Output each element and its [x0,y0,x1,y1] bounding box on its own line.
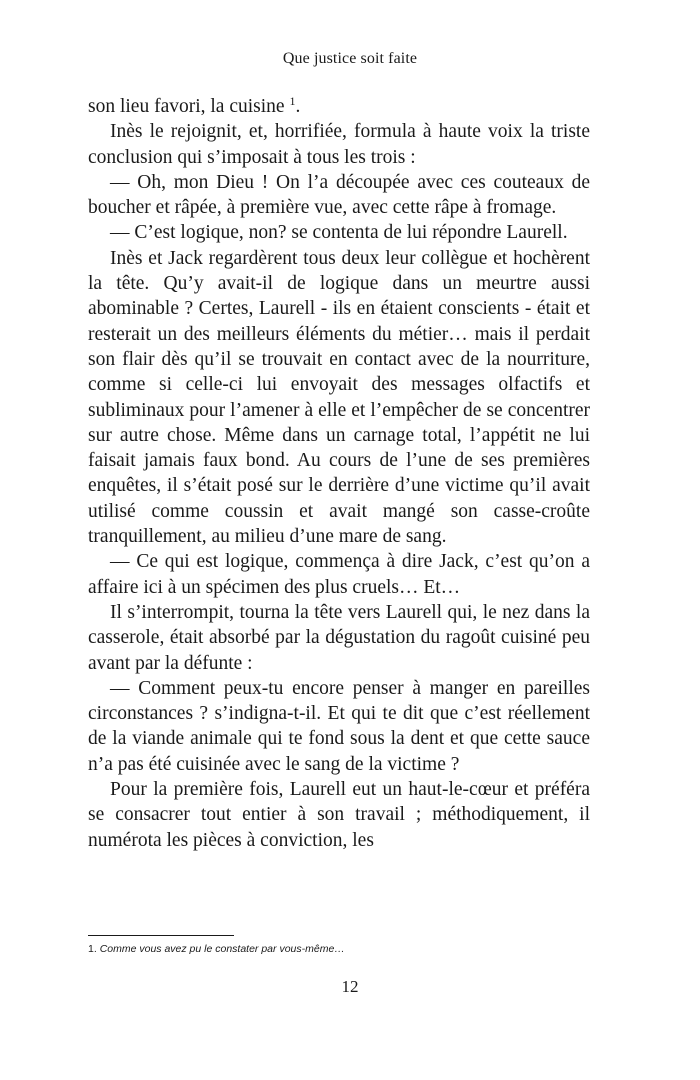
page-number: 12 [341,977,359,996]
dialogue-line: — Oh, mon Dieu ! On l’a découpée avec ces couteaux de boucher et râpée, à première vue, avec cette râpe à fromage. [88,171,590,219]
paragraph-continued [88,94,590,119]
footnote [88,942,590,956]
dialogue-line: — Comment peux-tu encore penser à manger en pareilles circonstances ? s’indigna-t-il. Et qui te dit que c’est réellement de la viande animale qui te fond sous la dent et que cette sauce n’a pas été cuisinée avec le sang de la victime ? [88,677,590,775]
paragraph-text: son lieu favori, la cuisine [88,96,290,117]
paragraph: Il s’interrompit, tourna la tête vers Laurell qui, le nez dans la casserole, était absorbé par la dégustation du ragoût cuisiné peu avant par la défunte : [88,601,590,674]
paragraph-punctuation: . [295,96,301,117]
dialogue-line: — C’est logique, non? se contenta de lui répondre Laurell. [110,222,568,244]
footnote-number: 1. [88,943,97,955]
paragraph: Inès et Jack regardèrent tous deux leur collègue et hochèrent la tête. Qu’y avait-il de logique dans un meurtre aussi abominable ? Certes, Laurell - ils en étaient conscients - était et resterait un des meilleurs éléments du métier… mais il perdait son flair dès qu’il se trouvait en contact avec de la nourriture, comme si celle-ci lui envoyait des messages olfactifs et subliminaux pour l’amener à elle et l’empêcher de se concentrer sur autre chose. Même dans un carnage total, l’appétit ne lui faisait jamais faux bond. Au cours de l’une de ses premières enquêtes, il s’était posé sur le derrière d’une victime qu’il avait utilisé comme coussin et avait mangé son casse-croûte tranquillement, au milieu d’une mare de sang. [88,247,590,548]
body-text [88,94,590,853]
dialogue-line: — Ce qui est logique, commença à dire Jack, c’est qu’on a affaire ici à un spécimen des plus cruels… Et… [88,551,590,598]
footnote-text: Comme vous avez pu le constater par vous-même… [99,943,345,955]
paragraph: Pour la première fois, Laurell eut un haut-le-cœur et préféra se consacrer tout entier à son travail ; méthodiquement, il numérota les pièces à conviction, les [88,779,590,851]
footnote-divider [88,935,234,936]
footnote-reference[interactable]: 1 [289,94,296,108]
paragraph: Inès le rejoignit, et, horrifiée, formula à haute voix la triste conclusion qui s’imposait à tous les trois : [88,121,590,168]
running-header-title: Que justice soit faite [282,50,418,67]
